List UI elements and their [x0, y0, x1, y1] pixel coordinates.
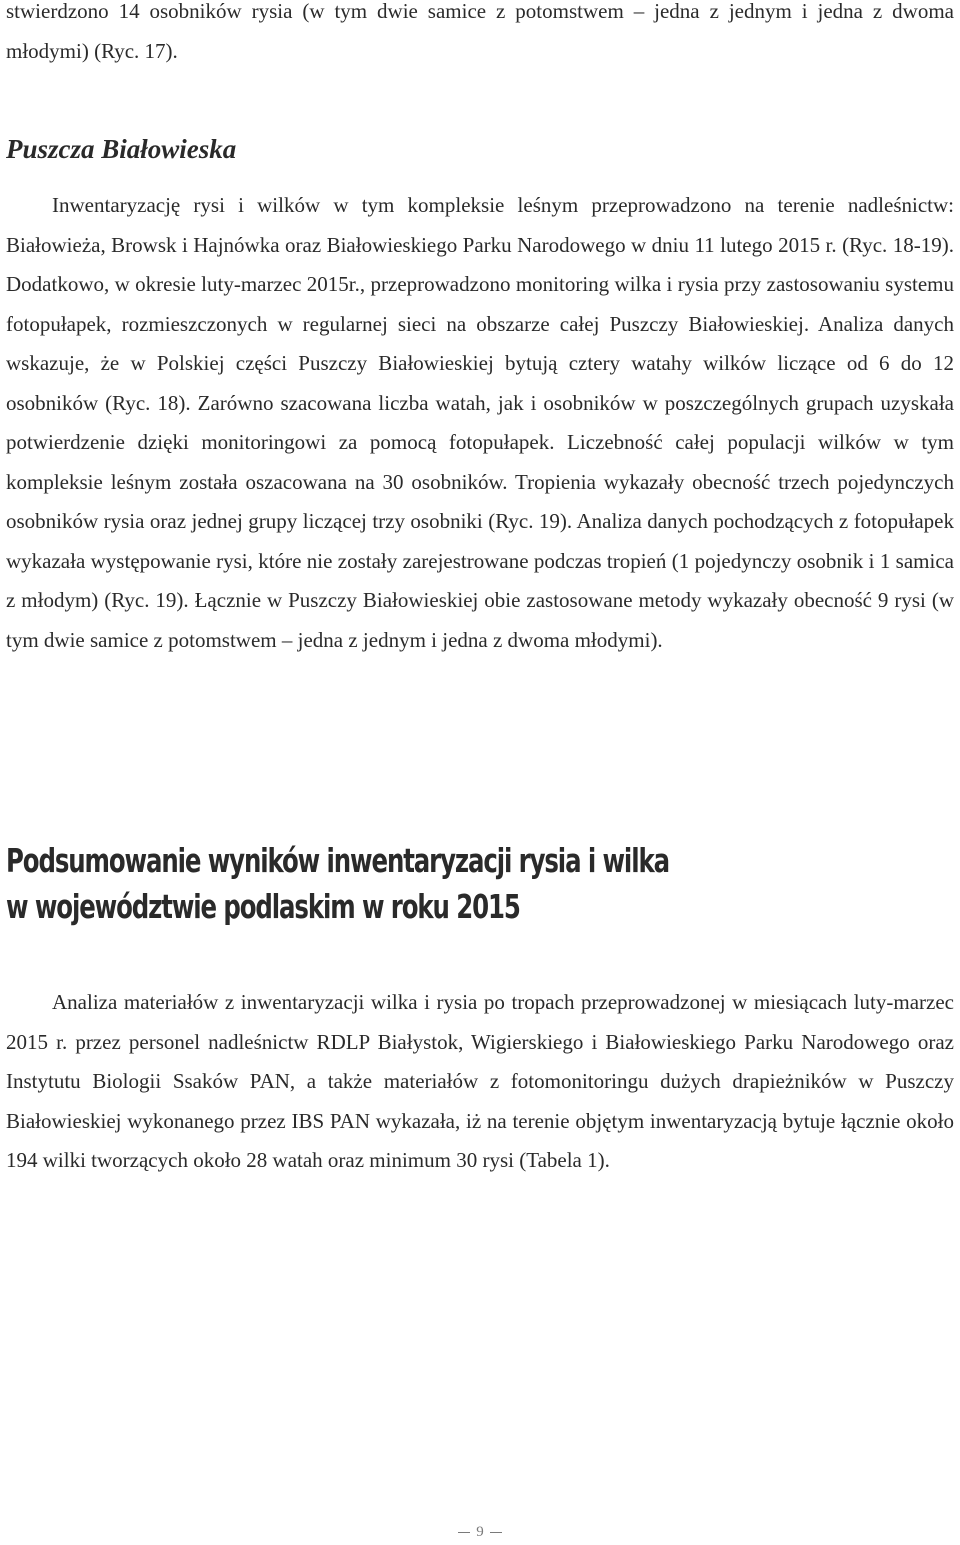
summary-heading-line-2: w województwie podlaskim w roku 2015 — [6, 887, 520, 926]
paragraph-puszcza-bialowieska: Inwentaryzację rysi i wilków w tym kompleksie leśnym przeprowadzono na terenie nadleśnictw: Białowieża, Browsk i Hajnówka oraz Białowieskiego Parku Narodowego w dniu 11 lutego 2015 r. (Ryc. 18-19). Dodatkowo, w okresie luty-marzec 2015r., przeprowadzono monitoring wilka i rysia przy zastosowaniu systemu fotopułapek, rozmieszczonych w regularnej sieci na obszarze całej Puszczy Białowieskiej. Analiza danych wskazuje, że w Polskiej części Puszczy Białowieskiej bytują cztery watahy wilków liczące od 6 do 12 osobników (Ryc. 18). Zarówno szacowana liczba watah, jak i osobników w poszczególnych grupach uzyskała potwierdzenie dzięki monitoringowi za pomocą fotopułapek. Liczebność całej populacji wilków w tym kompleksie leśnym została oszacowana na 30 osobników. Tropienia wykazały obecność trzech pojedynczych osobników rysia oraz jednej grupy liczącej trzy osobniki (Ryc. 19). Analiza danych pochodzących z fotopułapek wykazała występowanie rysi, które nie zostały zarejestrowane podczas tropień (1 pojedynczy osobnik i 1 samica z młodym) (Ryc. 19). Łącznie w Puszczy Białowieskiej obie zastosowane metody wykazały obecność 9 rysi (w tym dwie samice z potomstwem – jedna z jednym i jedna z dwoma młodymi). — [6, 193, 954, 652]
footer-dash-right — [490, 1532, 502, 1533]
page-number: 9 — [476, 1524, 484, 1540]
summary-heading-line-1: Podsumowanie wyników inwentaryzacji rysia i wilka — [6, 841, 669, 880]
paragraph-summary: Analiza materiałów z inwentaryzacji wilka i rysia po tropach przeprowadzonej w miesiącach luty-marzec 2015 r. przez personel nadleśnictw RDLP Białystok, Wigierskiego i Białowieskiego Parku Narodowego oraz Instytutu Biologii Ssaków PAN, a także materiałów z fotomonitoringu dużych drapieżników w Puszczy Białowieskiej wykonanego przez IBS PAN wykazała, iż na terenie objętym inwentaryzacją bytuje łącznie około 194 wilki tworzących około 28 watah oraz minimum 30 rysi (Tabela 1). — [6, 990, 954, 1172]
page-footer — [0, 1524, 960, 1541]
section-heading-puszcza-bialowieska: Puszcza Białowieska — [6, 134, 237, 164]
footer-dash-left — [458, 1532, 470, 1533]
paragraph-continued: stwierdzono 14 osobników rysia (w tym dwie samice z potomstwem – jedna z jednym i jedna z dwoma młodymi) (Ryc. 17). — [6, 0, 954, 63]
section-heading-summary — [6, 838, 669, 930]
